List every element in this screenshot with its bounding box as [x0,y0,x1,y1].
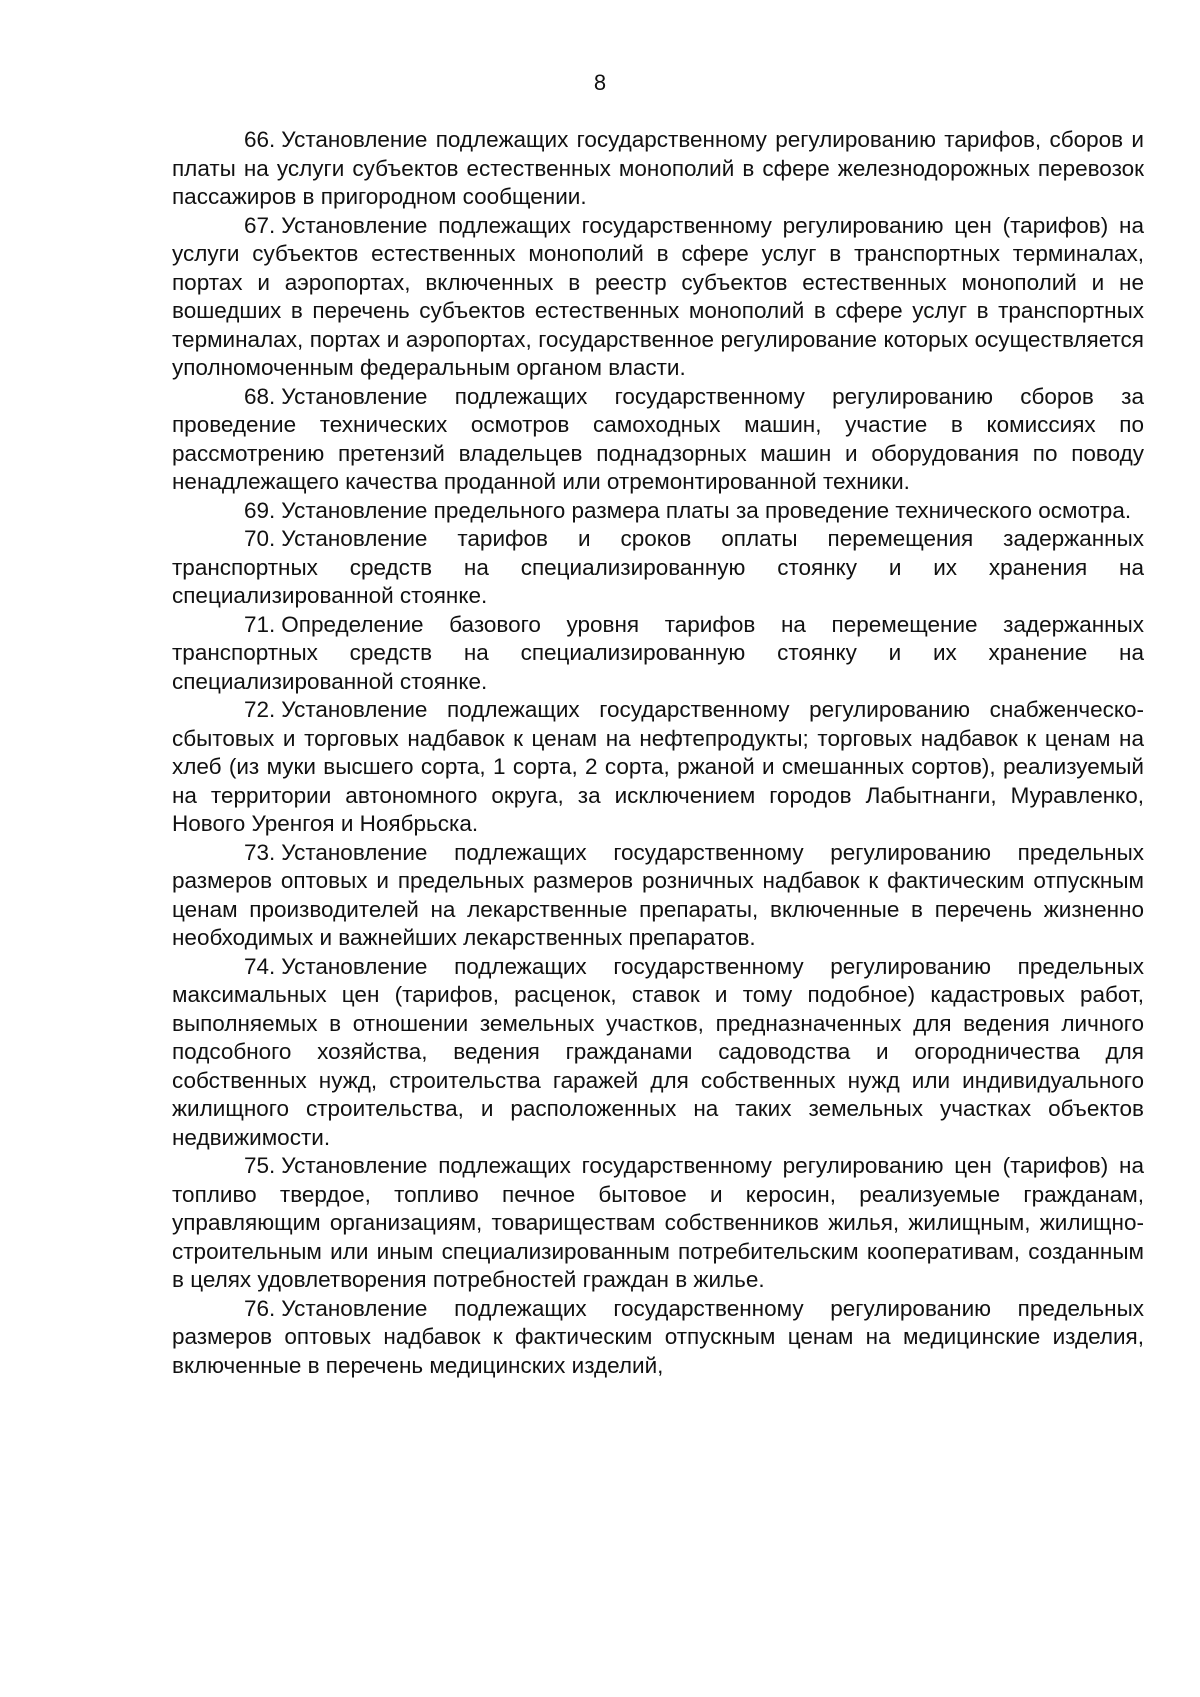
paragraph-text: Определение базового уровня тарифов на перемещение задержанных транспортных средств на специализированную стоянку и их хранение на специализированной стоянке. [172,611,1144,694]
paragraph-text: Установление подлежащих государственному регулированию цен (тарифов) на услуги субъектов естественных монополий в сфере услуг в транспортных терминалах, портах и аэропортах, включенных в реестр субъектов естественных монополий и не вошедших в перечень субъектов естественных монополий в сфере услуг в транспортных терминалах, портах и аэропортах, государственное регулирование которых осуществляется уполномоченным федеральным органом власти. [172,212,1144,380]
paragraph-70 [172,525,1144,611]
paragraph-72 [172,696,1144,839]
paragraph-text: Установление подлежащих государственному регулированию снабженческо-сбытовых и торговых надбавок к ценам на нефтепродукты; торговых надбавок к ценам на хлеб (из муки высшего сорта, 1 сорта, 2 сорта, ржаной и смешанных сортов), реализуемый на территории автономного округа, за исключением городов Лабытнанги, Муравленко, Нового Уренгоя и Ноябрьска. [172,697,1144,836]
paragraph-66 [172,126,1144,212]
paragraph-number: 74. [244,953,276,979]
paragraph-75 [172,1152,1144,1295]
page-number: 8 [593,70,607,95]
paragraph-number: 73. [244,839,276,865]
paragraph-number: 66. [244,127,276,152]
paragraph-text: Установление подлежащих государственному регулированию предельных размеров оптовых и предельных размеров розничных надбавок к фактическим отпускным ценам производителей на лекарственные препараты, включенные в перечень жизненно необходимых и важнейших лекарственных препаратов. [172,839,1144,950]
paragraph-number: 72. [244,697,276,722]
paragraph-number: 69. [244,497,276,523]
document-body [172,126,1144,1380]
paragraph-68 [172,383,1144,497]
paragraph-number: 71. [244,611,276,637]
paragraph-text: Установление подлежащих государственному регулированию цен (тарифов) на топливо твердое, топливо печное бытовое и керосин, реализуемые гражданам, управляющим организациям, товариществам собственников жилья, жилищным, жилищно-строительным или иным специализированным потребительским кооперативам, созданным в целях удовлетворения потребностей граждан в жилье. [172,1153,1144,1292]
paragraph-67 [172,212,1144,383]
paragraph-text: Установление предельного размера платы за проведение технического осмотра. [281,497,1132,523]
paragraph-text: Установление тарифов и сроков оплаты перемещения задержанных транспортных средств на специализированную стоянку и их хранения на специализированной стоянке. [172,526,1144,608]
paragraph-text: Установление подлежащих государственному регулированию сборов за проведение технических осмотров самоходных машин, участие в комиссиях по рассмотрению претензий владельцев поднадзорных машин и оборудования по поводу ненадлежащего качества проданной или отремонтированной техники. [172,383,1144,494]
paragraph-73 [172,839,1144,953]
paragraph-71 [172,611,1144,697]
paragraph-text: Установление подлежащих государственному регулированию предельных максимальных цен (тарифов, расценок, ставок и тому подобное) кадастровых работ, выполняемых в отношении земельных участков, предназначенных для ведения личного подсобного хозяйства, ведения гражданами садоводства и огородничества для собственных нужд, строительства гаражей для собственных нужд или индивидуального жилищного строительства, и расположенных на таких земельных участках объектов недвижимости. [172,953,1144,1150]
paragraph-number: 70. [244,526,276,551]
paragraph-text: Установление подлежащих государственному регулированию предельных размеров оптовых надбавок к фактическим отпускным ценам на медицинские изделия, включенные в перечень медицинских изделий, [172,1295,1144,1378]
paragraph-69 [172,497,1144,526]
paragraph-text: Установление подлежащих государственному регулированию тарифов, сборов и платы на услуги субъектов естественных монополий в сфере железнодорожных перевозок пассажиров в пригородном сообщении. [172,127,1144,209]
paragraph-74 [172,953,1144,1153]
paragraph-number: 67. [244,212,276,238]
paragraph-76 [172,1295,1144,1381]
paragraph-number: 75. [244,1153,276,1178]
paragraph-number: 68. [244,383,276,409]
paragraph-number: 76. [244,1295,276,1321]
